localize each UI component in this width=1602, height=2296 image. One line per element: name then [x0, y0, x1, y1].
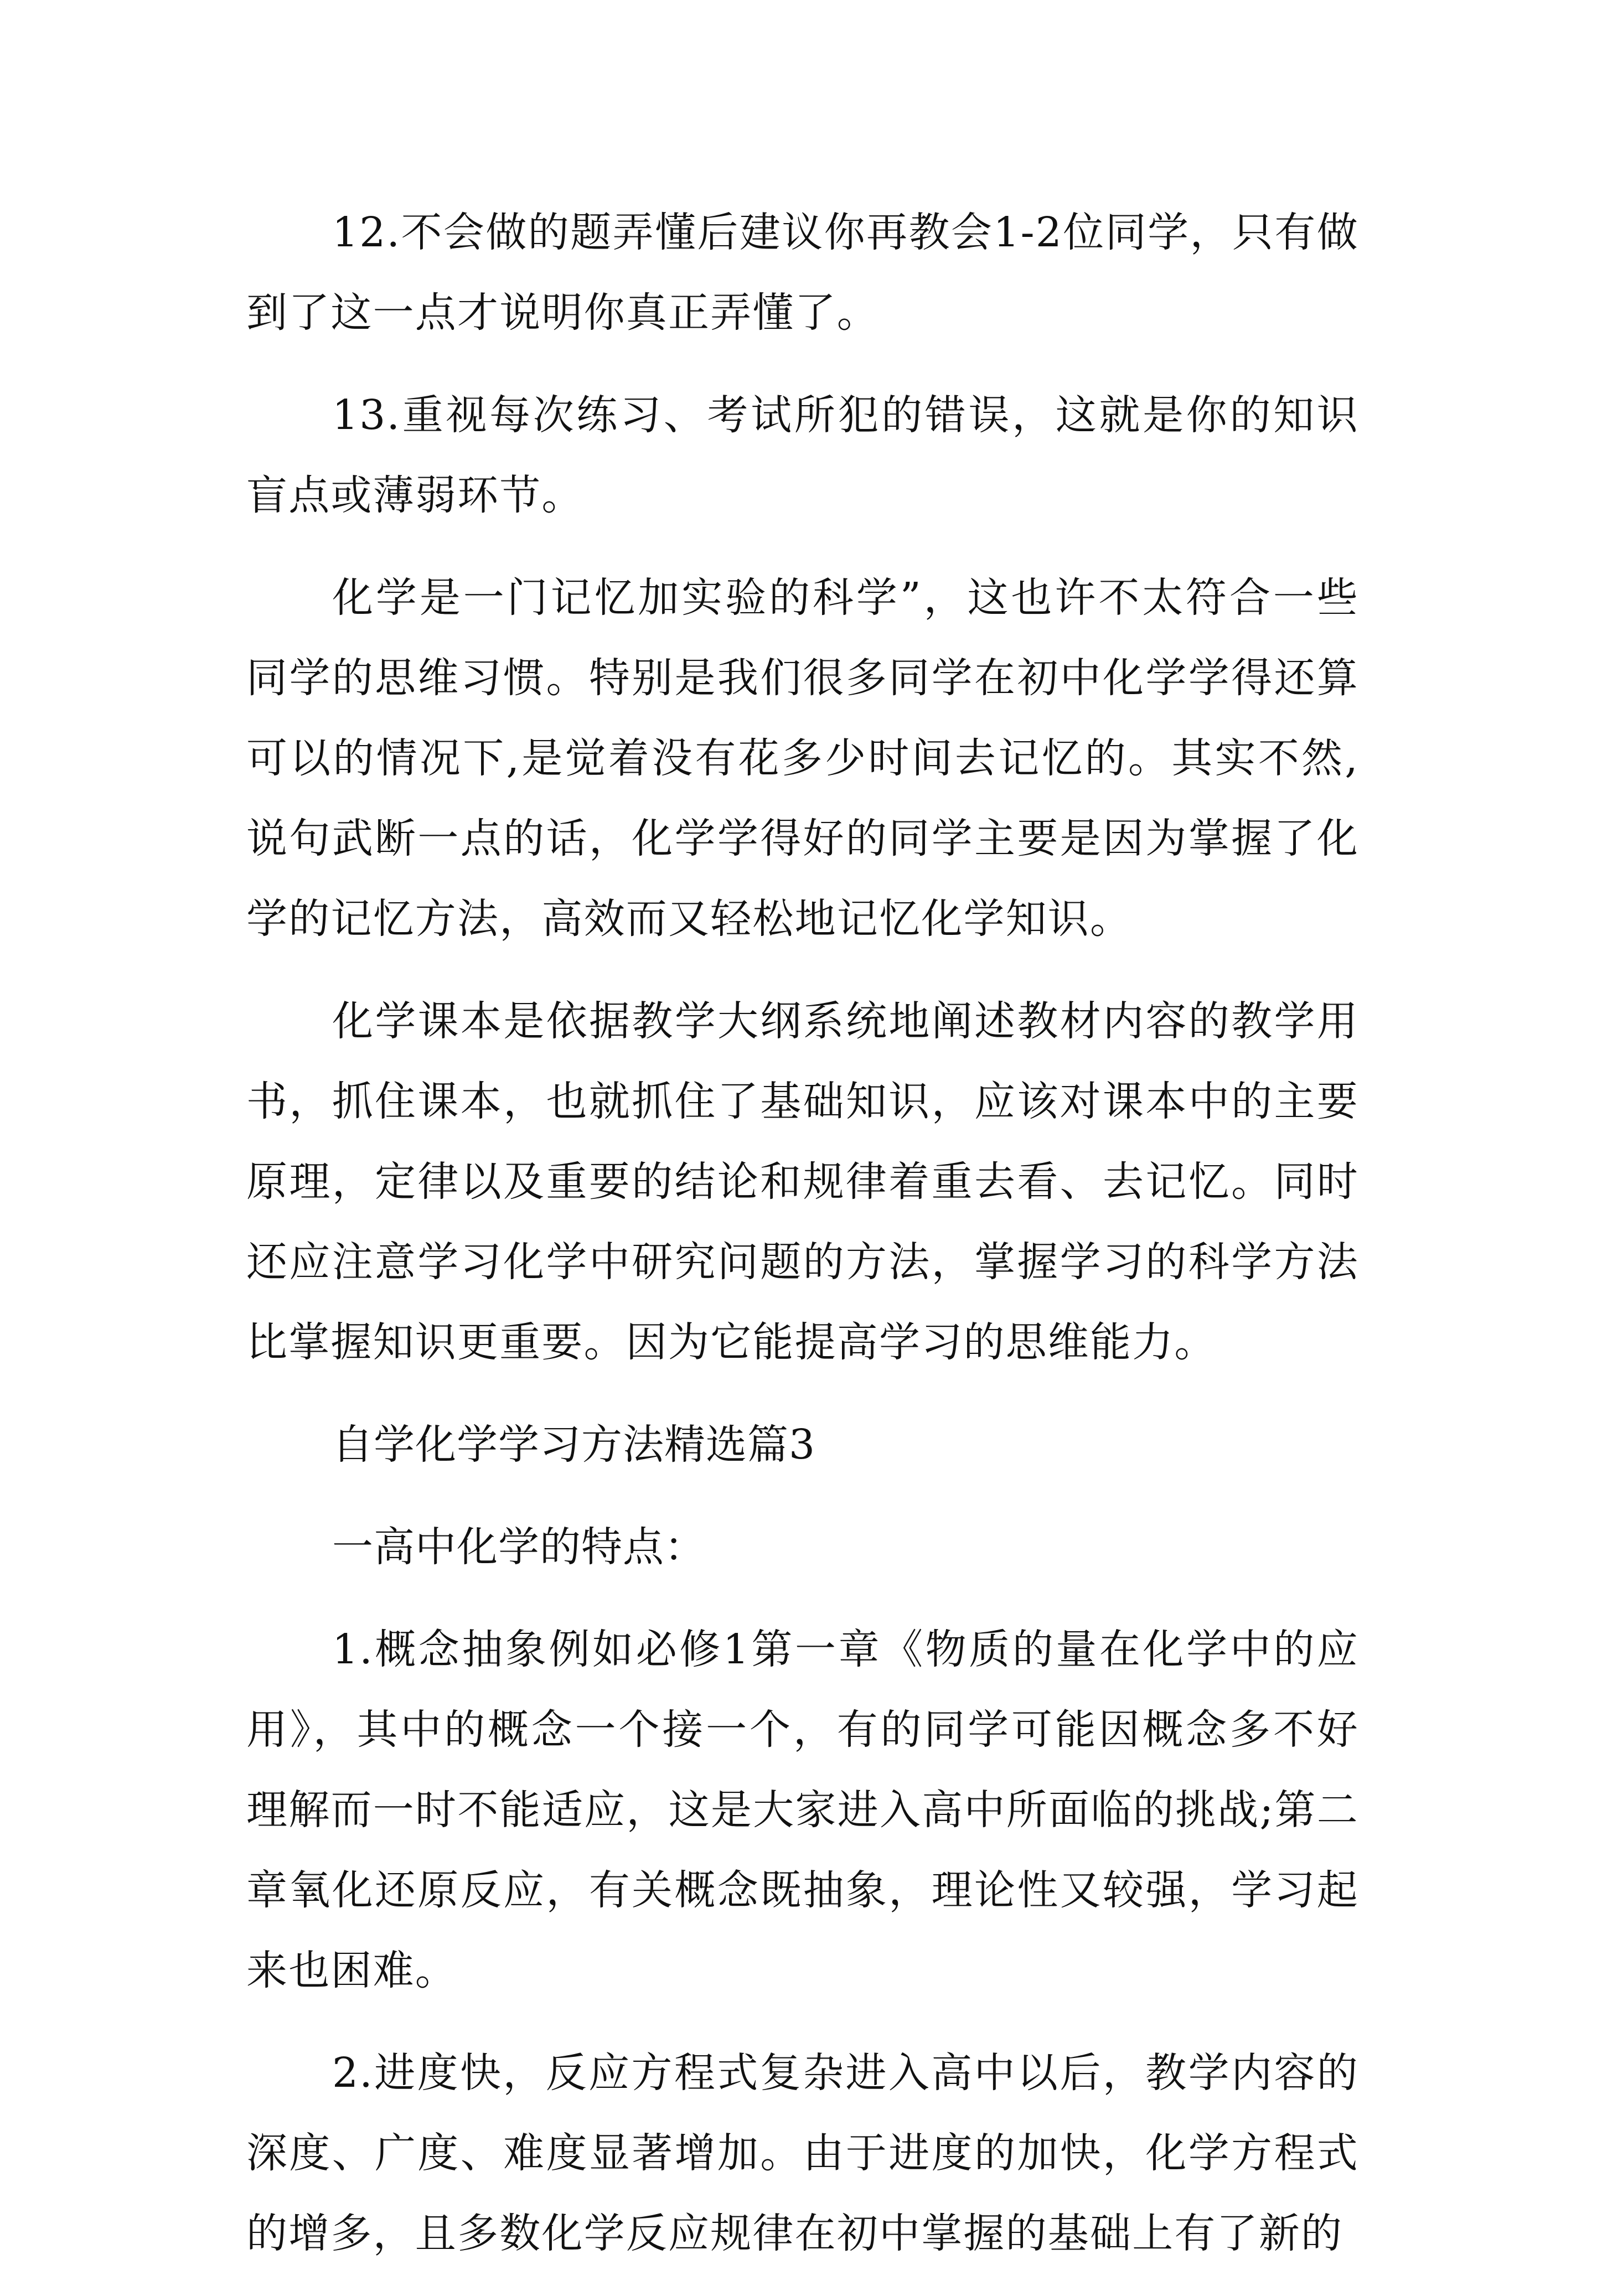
paragraph-tip-12: 12.不会做的题弄懂后建议你再教会1-2位同学，只有做到了这一点才说明你真正弄懂了。: [246, 209, 1359, 337]
paragraph-memory: 化学是一门记忆加实验的科学”，这也许不太符合一些同学的思维习惯。特别是我们很多同学在初中化学学得还算可以的情况下,是觉着没有花多少时间去记忆的。其实不然,说句武断一点的话，化学学得好的同学主要是因为掌握了化学的记忆方法，高效而又轻松地记忆化学知识。: [246, 574, 1359, 943]
paragraph-tip-13: 13.重视每次练习、考试所犯的错误，这就是你的知识盲点或薄弱环节。: [246, 391, 1359, 519]
paragraph-point-1: 1.概念抽象例如必修1第一章《物质的量在化学中的应用》，其中的概念一个接一个，有的同学可能因概念多不好理解而一时不能适应，这是大家进入高中所面临的挑战;第二章氧化还原反应，有关概念既抽象，理论性又较强，学习起来也困难。: [246, 1626, 1359, 1994]
document-body: [246, 193, 1359, 2296]
paragraph-point-2: 2.进度快，反应方程式复杂进入高中以后，教学内容的深度、广度、难度显著增加。由于进度的加快，化学方程式的增多，且多数化学反应规律在初中掌握的基础上有了新的: [246, 2049, 1359, 2257]
section-heading: 自学化学学习方法精选篇3: [332, 1421, 816, 1468]
paragraph-textbook: 化学课本是依据教学大纲系统地阐述教材内容的教学用书，抓住课本，也就抓住了基础知识，应该对课本中的主要原理，定律以及重要的结论和规律着重去看、去记忆。同时还应注意学习化学中研究问题的方法，掌握学习的科学方法比掌握知识更重要。因为它能提高学习的思维能力。: [246, 997, 1359, 1366]
subsection-heading: 一高中化学的特点：: [332, 1523, 706, 1571]
